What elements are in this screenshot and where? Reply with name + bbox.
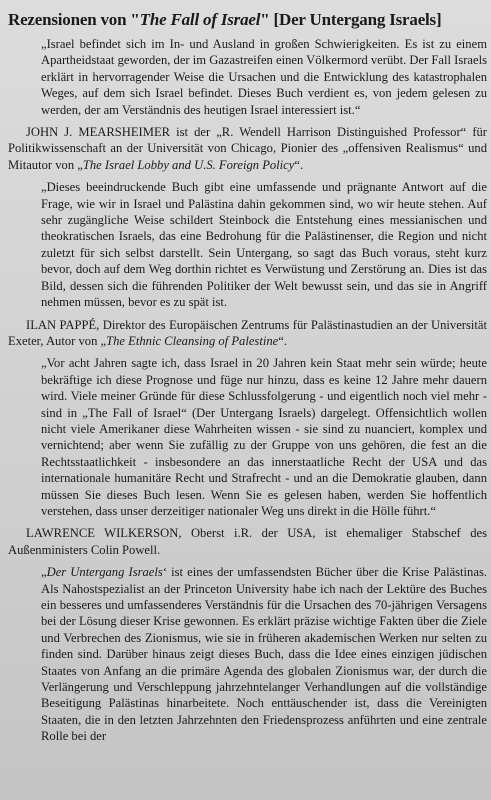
- review-attribution-3: LAWRENCE WILKERSON, Oberst i.R. der USA, ist ehemaliger Stabschef des Außenministers Colin Powell.: [8, 526, 487, 557]
- title-suffix: " [Der Untergang Israels]: [260, 10, 442, 29]
- review-quote-1: „Israel befindet sich im In- und Ausland in großen Schwierigkeiten. Es ist zu einem Apartheidstaat geworden, der im Gazastreifen einen Völkermord verübt. Der Fall Israels erklärt in hervorragender Weise die Ursachen und die Entwicklung des katastrophalen Weges, auf dem sich Israel befindet. Dieses Buch verdient es, von jedem gelesen zu werden, der am Verständnis des heutigen Israel interessiert ist.“: [41, 37, 487, 117]
- attribution-work-1: The Israel Lobby and U.S. Foreign Policy: [82, 157, 295, 172]
- review-attribution-2: ILAN PAPPÉ, Direktor des Europäischen Zentrums für Palästinastudien an der Universität Exeter, Autor von „The Ethnic Cleansing of Palestine“.: [8, 317, 487, 348]
- page-title: [8, 10, 487, 30]
- review-quote-2: „Dieses beeindruckende Buch gibt eine umfassende und prägnante Antwort auf die Frage, wie wir in Israel und Palästina dahin gekommen sind, wo wir heute stehen. Auf sehr zugängliche Weise schildert Steinbock die Entstehung eines messianischen und theokratischen Israels, das eine Bedrohung für die Palästinenser, die Region und nicht zuletzt für sich selbst darstellt. Sein Untergang, so sagt das Buch voraus, steht kurz bevor, doch auf dem Weg dorthin richtet es Verwüstung und Zerstörung an. Dies ist das Bild, dessen sich die führenden Politiker der Welt bewusst sein, und das sie in Angriff nehmen müssen, bevor es zu spät ist.: [41, 180, 487, 310]
- review-quote-4: „Der Untergang Israels‘ ist eines der umfassendsten Bücher über die Krise Palästinas. Als Nahostspezialist an der Princeton University habe ich nach der Lektüre des Buches ein besseres und umfassenderes Verständnis für die Ursachen des 70-jährigen Versagens bei der Lösung dieser Krise gewonnen. Es erklärt präzise wichtige Fakten über die Ziele und Verbrechen des Zionismus, wie sie in früheren akademischen Werken nur selten zu finden sind. Darüber hinaus zeigt dieses Buch, dass die Idee eines einzigen jüdischen Staates von Anfang an die primäre Agenda des globalen Zionismus war, der durch die Verlängerung und Verschleppung jahrzehntelanger Verhandlungen auf die vollständige Beseitigung Palästinas hinarbeitete. Noch enttäuschender ist, dass die Vereinigten Staaten, die in den letzten Jahrzehnten den Friedensprozess anführten und eine zentrale Rolle bei der: [41, 565, 487, 744]
- title-book: The Fall of Israel: [139, 10, 261, 29]
- review-attribution-1: JOHN J. MEARSHEIMER ist der „R. Wendell Harrison Distinguished Professor“ für Politikwissenschaft an der Universität von Chicago, Pionier des „offensiven Realismus“ und Mitautor von „The Israel Lobby and U.S. Foreign Policy“.: [8, 125, 487, 172]
- title-prefix: Rezensionen von ": [8, 10, 140, 29]
- review-quote-3: „Vor acht Jahren sagte ich, dass Israel in 20 Jahren kein Staat mehr sein würde; heute bekräftige ich diese Prognose und füge nur hinzu, dass es keine 12 Jahre mehr dauern wird. Viele meiner Gründe für diese Schlussfolgerung - und eigentlich noch viel mehr - sind in „The Fall of Israel“ (Der Untergang Israels) dargelegt. Offensichtlich wollen nicht viele Amerikaner diese Wahrheiten wissen - sie sind zu nuanciert, komplex und vernichtend; aber wenn Sie zufällig zu der Gruppe von uns gehören, die fest an die Rechtsstaatlichkeit - insbesondere an das innerstaatliche Recht der USA und das internationale humanitäre Recht und Strafrecht - und an die Demokratie glauben, dann müssen Sie dieses Buch lesen. Wenn Sie es gelesen haben, werden Sie hoffentlich verstehen, dass unser derzeitiger nationaler Weg uns direkt in die Hölle führt.“: [41, 356, 487, 518]
- attribution-work-2: The Ethnic Cleansing of Palestine: [106, 333, 279, 348]
- quote-4-work: Der Untergang Israels: [46, 565, 163, 580]
